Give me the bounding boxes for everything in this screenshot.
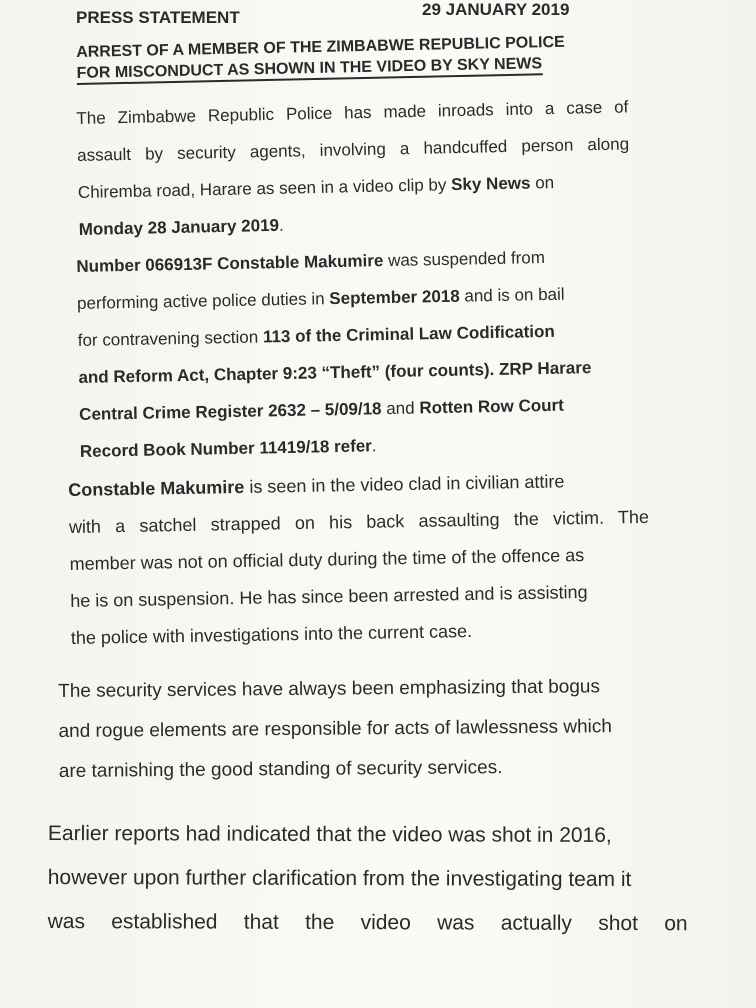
p3-line-3: member was not on official duty during the time of the offence as [69,545,585,574]
p2-line-3: for contravening section 113 of the Criminal Law Codification [77,321,555,350]
p1-line-4: Monday 28 January 2019. [78,215,284,239]
p1-line-3: Chiremba road, Harare as seen in a video clip by Sky News on [77,173,555,202]
title-line-1: ARREST OF A MEMBER OF THE ZIMBABWE REPUBLIC POLICE [76,33,565,61]
p5-line-1: Earlier reports had indicated that the video was shot in 2016, [47,821,612,847]
paragraph-5 [48,812,688,946]
p2-line-1: Number 066913F Constable Makumire was suspended from [76,248,546,276]
press-statement-label: PRESS STATEMENT [76,8,240,27]
paragraph-2 [76,237,640,470]
p3-line-1: Constable Makumire is seen in the video clad in civilian attire [68,471,565,500]
p3-line-5: the police with investigations into the current case. [70,620,473,648]
statement-date: 29 JANUARY 2019 [422,0,570,19]
p2-line-5: Central Crime Register 2632 – 5/09/18 and Rotten Row Court [79,395,564,424]
p1-line-1: The Zimbabwe Republic Police has made inroads into a case of [76,97,629,128]
p3-line-4: he is on suspension. He has since been arrested and is assisting [70,581,588,611]
incident-date: Monday 28 January 2019 [78,215,280,239]
paragraph-1 [76,88,631,248]
p3-line-2: with a satchel strapped on his back assaulting the victim. The [68,506,650,537]
paragraph-3 [68,462,651,657]
p4-line-2: and rogue elements are responsible for acts of lawlessness which [58,716,612,742]
p4-line-3: are tarnishing the good standing of security services. [58,757,503,782]
paragraph-4 [58,667,669,792]
document-title [76,30,637,84]
p5-line-3: was established that the video was actually shot on [47,909,688,936]
p2-line-4: and Reform Act, Chapter 9:23 “Theft” (four counts). ZRP Harare [78,358,592,387]
p2-line-2: performing active police duties in September 2018 and is on bail [76,284,565,313]
p5-line-2: however upon further clarification from the investigating team it [47,865,632,892]
document-header [76,0,596,30]
sky-news-text: Sky News [450,173,531,195]
p4-line-1: The security services have always been emphasizing that bogus [58,676,601,702]
p1-line-2: assault by security agents, involving a handcuffed person along [76,134,630,165]
title-line-2: FOR MISCONDUCT AS SHOWN IN THE VIDEO BY SKY NEWS [76,55,542,85]
p2-line-6: Record Book Number 11419/18 refer. [79,436,377,461]
